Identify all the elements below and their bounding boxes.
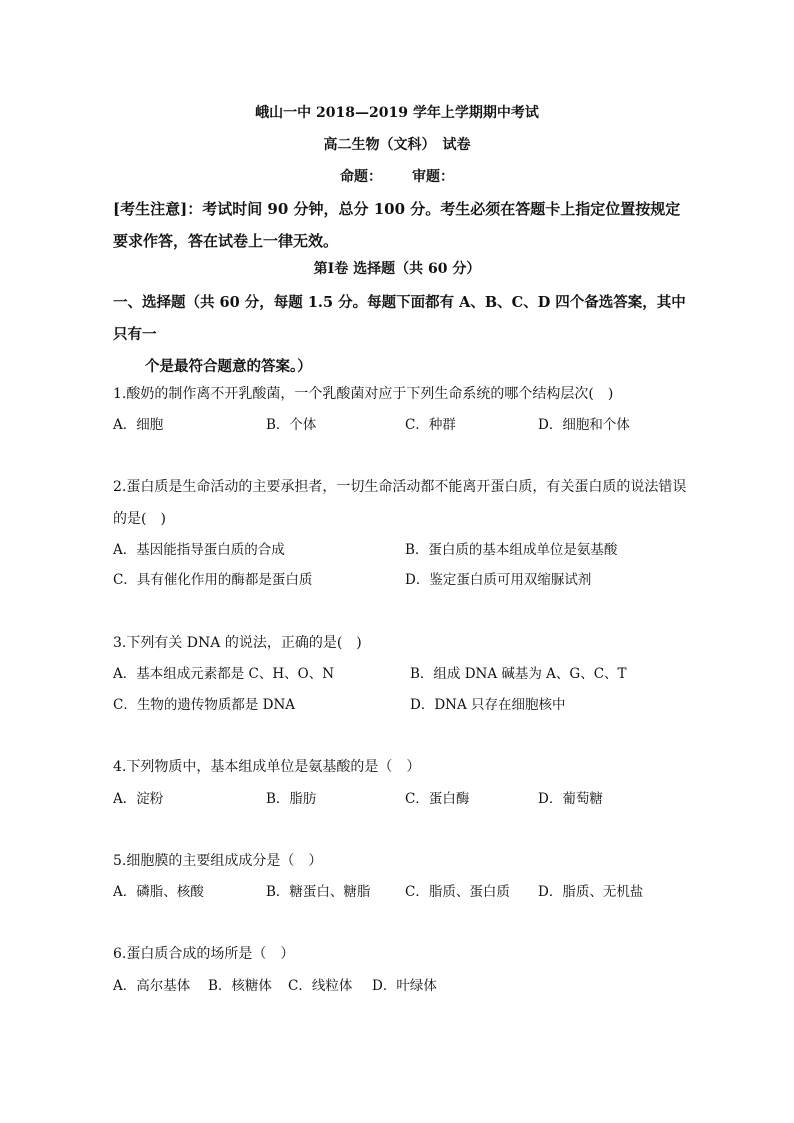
question-option: D．DNA 只存在细胞核中 xyxy=(410,697,566,713)
question-option: D．脂质、无机盐 xyxy=(538,884,644,900)
question-stem: 6.蛋白质合成的场所是（ ） xyxy=(113,946,295,962)
section-title: 第Ⅰ卷 选择题（共 60 分） xyxy=(313,261,481,277)
question-stem: 1.酸奶的制作离不开乳酸菌，一个乳酸菌对应于下列生命系统的哪个结构层次( ) xyxy=(113,386,614,402)
part-heading-line2: 个是最符合题意的答案。） xyxy=(145,358,312,375)
question-option: B．组成 DNA 碱基为 A、G、C、T xyxy=(410,666,627,682)
question-option: D．葡萄糖 xyxy=(538,791,603,807)
question-option: A．磷脂、核酸 xyxy=(113,884,204,900)
question-option: B．脂肪 xyxy=(266,791,317,807)
question-stem: 5.细胞膜的主要组成成分是（ ） xyxy=(113,853,323,869)
question-stem: 2.蛋白质是生命活动的主要承担者，一切生命活动都不能离开蛋白质，有关蛋白质的说法错误的是( ) xyxy=(113,479,687,527)
question-option: D．叶绿体 xyxy=(372,978,437,994)
exam-title: 峨山一中 2018—2019 学年上学期期中考试 xyxy=(255,105,539,121)
question-stem: 3.下列有关 DNA 的说法，正确的是( ) xyxy=(113,635,362,651)
question-option: B．蛋白质的基本组成单位是氨基酸 xyxy=(405,542,618,558)
question-option: C．具有催化作用的酶都是蛋白质 xyxy=(113,572,313,588)
question-option: C．脂质、蛋白质 xyxy=(405,884,510,900)
part-heading xyxy=(113,287,693,383)
question-stem: 4.下列物质中，基本组成单位是氨基酸的是（ ） xyxy=(113,759,421,775)
question-option: D．细胞和个体 xyxy=(538,417,630,433)
question-option: D．鉴定蛋白质可用双缩脲试剂 xyxy=(405,572,592,588)
question-option: A．基因能指导蛋白质的合成 xyxy=(113,542,285,558)
question-option: B．个体 xyxy=(266,417,317,433)
reviewer-label: 审题： xyxy=(412,169,454,185)
question-option: A．高尔基体 xyxy=(113,978,191,994)
question-option: A．淀粉 xyxy=(113,791,164,807)
question-option: C．种群 xyxy=(405,417,456,433)
question-option: C．生物的遗传物质都是 DNA xyxy=(113,697,296,713)
exam-notice: [考生注意]：考试时间 90 分钟，总分 100 分。考生必须在答题卡上指定位置按规定要求作答，答在试卷上一律无效。 xyxy=(113,200,681,250)
question-option: B．核糖体 xyxy=(208,978,272,994)
question-option: C．蛋白酶 xyxy=(405,791,470,807)
question-option: A．细胞 xyxy=(113,417,164,433)
question-option: C．线粒体 xyxy=(288,978,353,994)
exam-subtitle: 高二生物（文科） 试卷 xyxy=(323,137,471,153)
part-heading-line1: 一、选择题（共 60 分，每题 1.5 分。每题下面都有 A、B、C、D 四个备选答案，其中只有一 xyxy=(113,294,686,343)
author-line xyxy=(0,166,794,186)
question-option: A．基本组成元素都是 C、H、O、N xyxy=(113,666,335,682)
author-label: 命题： xyxy=(340,169,382,185)
question-option: B．糖蛋白、糖脂 xyxy=(266,884,371,900)
